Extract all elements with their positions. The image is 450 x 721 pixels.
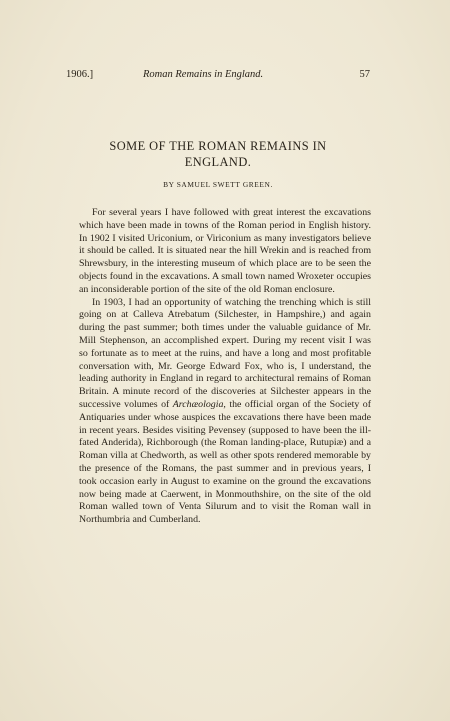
article-title-line-1: SOME OF THE ROMAN REMAINS IN (109, 139, 327, 153)
paragraph-1: For several years I have followed with great interest the excavations which have been made in towns of the Roman period in English history. In 1902 I visited Uriconium, or Viriconium as many investigators believe it should be called. It is situated near the hill Wrekin and is reached from Shrewsbury, in the interesting museum of which place are to be seen the objects found in the excavations. A small town named Wroxeter occupies an inconsiderable portion of the site of the old Roman enclosure. (79, 207, 371, 295)
paragraph-2-text-b: , the official organ of the Society of Antiquaries under whose auspices the excavations there have been made in recent years. Besides visiting Pevensey (supposed to have been the ill-fated Anderida), Richborough (the Roman landing-place, Rutupiæ) and a Roman villa at Chedworth, as well as other spots rendered memorable by the presence of the Romans, the past summer and in previous years, I took occasion early in August to examine on the ground the excavations now being made at Caerwent, in Monmouthshire, on the site of the old Roman walled town of Venta Silurum and to visit the Roman wall in Northumbria and Cumberland. (79, 398, 371, 526)
article-title (66, 138, 370, 170)
page-number: 57 (359, 69, 370, 80)
article-byline: BY SAMUEL SWETT GREEN. (163, 180, 273, 189)
header-year: 1906.] (66, 69, 94, 80)
article-title-line-2: ENGLAND. (184, 155, 252, 169)
archaeologia-title: Archæologia (172, 398, 224, 410)
header-running-title: Roman Remains in England. (143, 69, 264, 80)
paragraph-2 (79, 297, 371, 527)
paragraph-2-text-a: In 1903, I had an opportunity of watching the trenching which is still going on at Calleva Atrebatum (Silchester, in Hampshire,) and again during the past summer; both times under the valuable guidance of Mr. Mill Stephenson, an accomplished expert. During my recent visit I was so fortunate as to meet at the ruins, and have a long and most profitable conversation with, Mr. George Edward Fox, who is, I understand, the leading authority in England in regard to architectural remains of Roman Britain. A minute record of the discoveries at Silchester appears in the successive volumes of (79, 296, 371, 410)
running-header (66, 69, 370, 83)
article-body (79, 207, 371, 527)
